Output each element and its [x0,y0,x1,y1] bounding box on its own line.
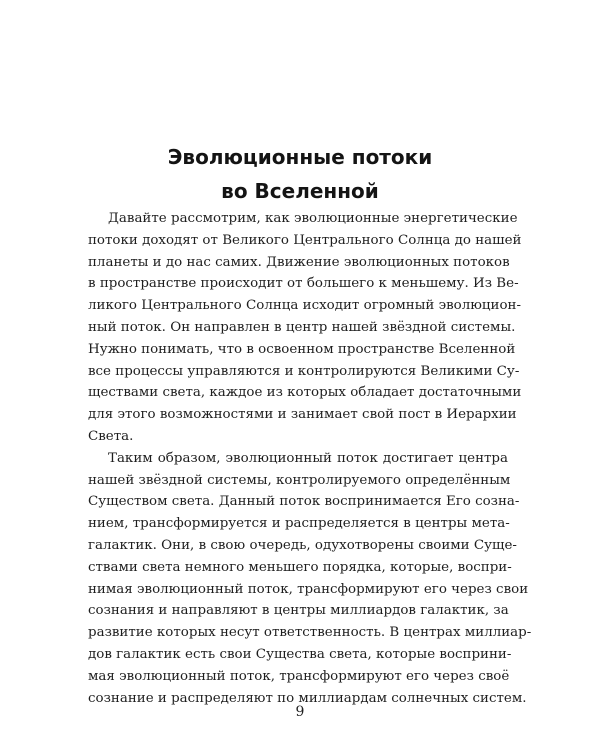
text-line: Света. [88,428,134,444]
text-line: все процессы управляются и контролируются Великими Су- [88,363,520,379]
text-line: планеты и до нас самих. Движение эволюционных потоков [88,254,510,270]
text-line: Нужно понимать, что в освоенном пространстве Вселенной [88,341,516,357]
text-line: развитие которых несут ответственность. В центрах миллиар- [88,625,532,641]
page-number: 9 [295,704,305,720]
text-line: для этого возможностями и занимает свой пост в Иерархии [88,407,517,423]
text-line: нием, трансформируется и распределяется в центры мета- [88,516,510,532]
text-line: Давайте рассмотрим, как эволюционные энергетические [108,211,518,226]
text-line: сознание и распределяют по миллиардам солнечных систем. [88,690,527,706]
text-line: нимая эволюционный поток, трансформируют его через свои [88,581,529,597]
text-line: Таким образом, эволюционный поток достигает центра [108,450,508,466]
text-line: галактик. Они, в свою очередь, одухотворены своими Суще- [88,537,517,553]
text-line: ствами света немного меньшего порядка, которые, воспри- [88,559,512,575]
chapter-title-line-2: во Вселенной [221,179,379,203]
text-line: ный поток. Он направлен в центр нашей звёздной системы. [88,319,516,335]
text-line: ществами света, каждое из которых обладает достаточными [88,385,522,401]
body-text [88,208,532,709]
chapter-title-line-1: Эволюционные потоки [167,145,433,169]
chapter-title [0,140,600,208]
text-line: сознания и направляют в центры миллиардов галактик, за [88,603,509,619]
text-line: нашей звёздной системы, контролируемого определённым [88,472,511,488]
text-line: потоки доходят от Великого Центрального Солнца до нашей [88,232,522,248]
text-line: Существом света. Данный поток воспринимается Его созна- [88,494,520,510]
text-line: ликого Центрального Солнца исходит огромный эволюцион- [88,298,522,314]
text-line: мая эволюционный поток, трансформируют его через своё [88,668,510,684]
text-line: в пространстве происходит от большего к меньшему. Из Ве- [88,276,519,292]
text-line: дов галактик есть свои Существа света, которые восприни- [88,646,512,662]
